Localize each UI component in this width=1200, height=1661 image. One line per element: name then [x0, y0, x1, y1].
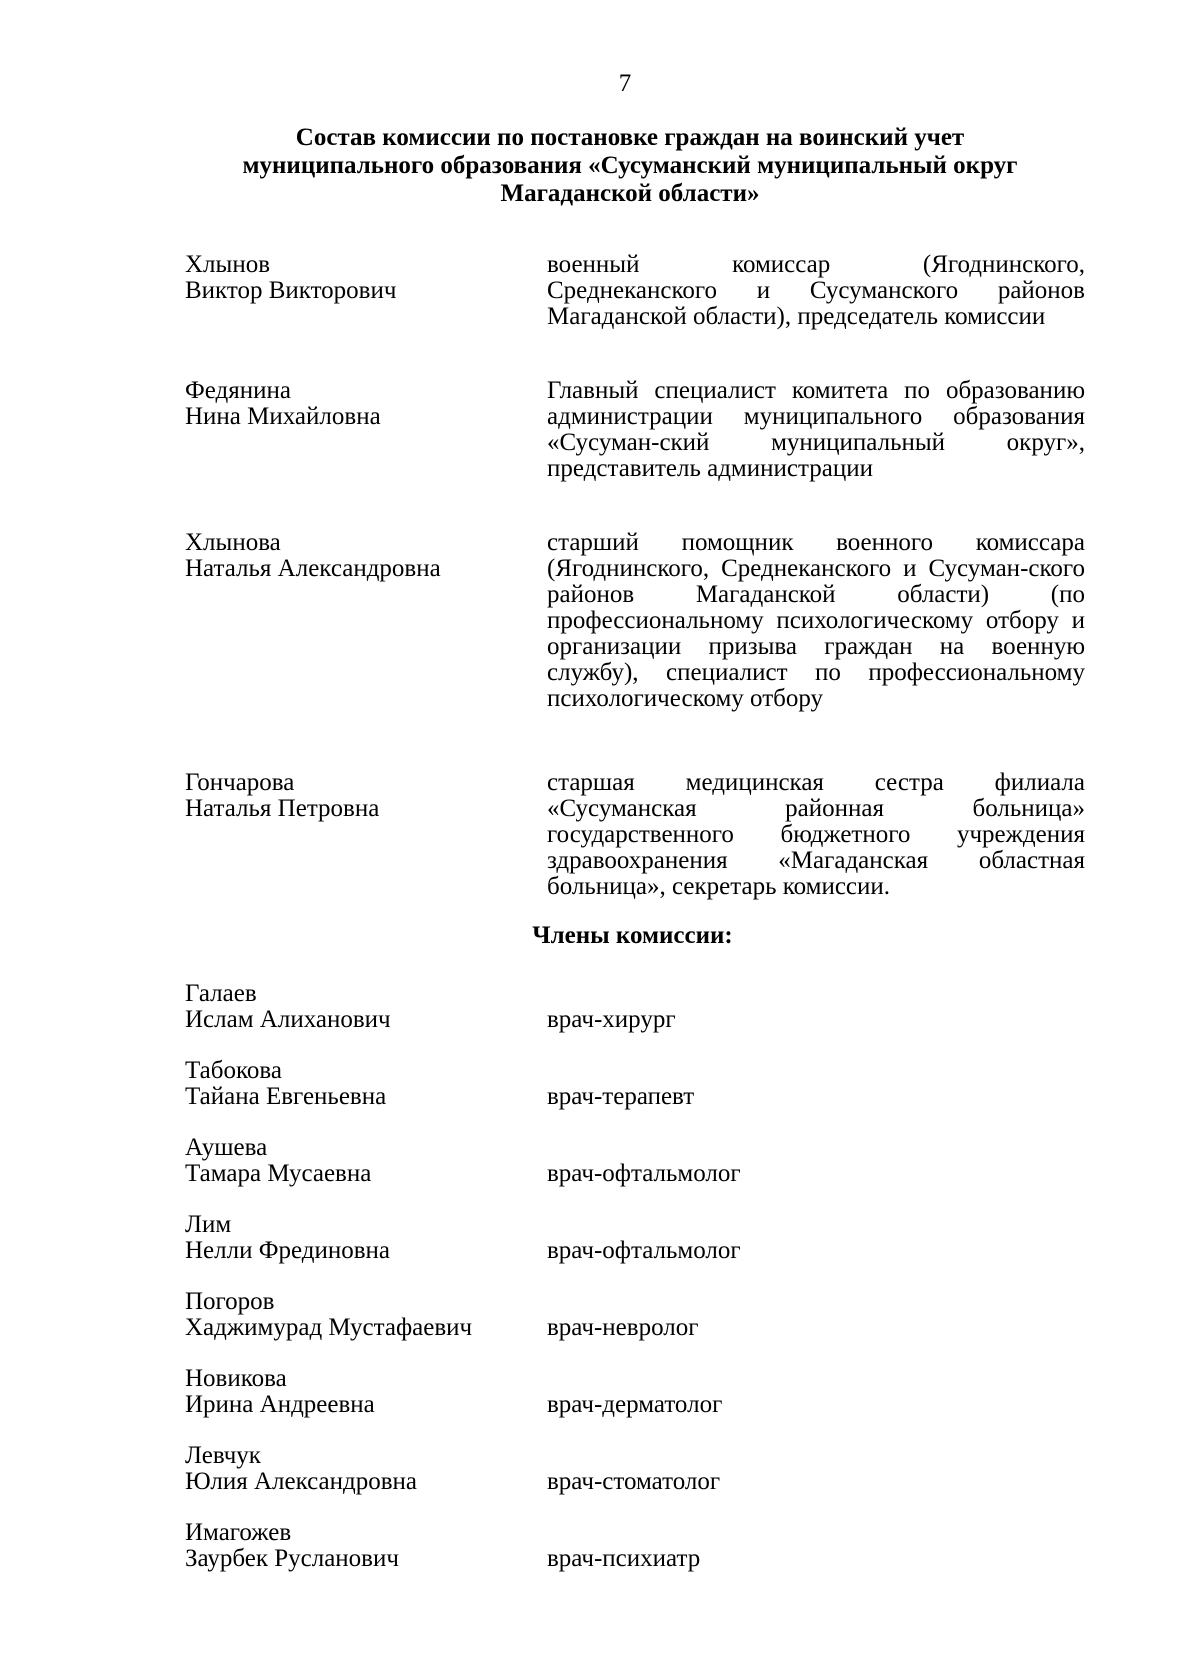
- member-surname: Левчук: [185, 1442, 261, 1469]
- member-surname: Лим: [185, 1211, 232, 1238]
- member-role: врач-офтальмолог: [547, 1160, 741, 1187]
- person-role: старший помощник военного комиссара (Ягоднинского, Среднеканского и Сусуман-ского районов Магаданской области) (по профессиональному психологическому отбору и организации призыва граждан на военную службу), специалист по профессиональному психологическому отбору: [547, 529, 1085, 712]
- document-title: [170, 124, 1090, 208]
- person-first-names: Виктор Викторович: [185, 277, 397, 304]
- member-first-names: Ислам Алиханович: [185, 1006, 391, 1033]
- member-first-names: Тамара Мусаевна: [185, 1160, 372, 1187]
- member-role: врач-дерматолог: [547, 1391, 723, 1418]
- title-line-3: Магаданской области»: [500, 180, 760, 207]
- person-role: старшая медицинская сестра филиала «Сусуманская районная больница» государственного бюджетного учреждения здравоохранения «Магаданская областная больница», секретарь комиссии.: [547, 769, 1085, 900]
- member-first-names: Хаджимурад Мустафаевич: [185, 1314, 473, 1341]
- member-entry: [185, 1443, 1085, 1513]
- person-surname: Федянина: [185, 377, 291, 404]
- member-entry: [185, 981, 1085, 1051]
- person-name: [185, 378, 525, 430]
- member-entry: [185, 1058, 1085, 1128]
- member-role: врач-терапевт: [547, 1083, 695, 1110]
- person-name: [185, 252, 525, 304]
- member-first-names: Юлия Александровна: [185, 1468, 417, 1495]
- member-role: врач-офтальмолог: [547, 1237, 741, 1264]
- member-entry: [185, 1520, 1085, 1590]
- member-entry: [185, 1135, 1085, 1205]
- person-role: Главный специалист комитета по образованию администрации муниципального образования «Сусуман-ский муниципальный округ», представитель администрации: [547, 377, 1085, 482]
- person-surname: Гончарова: [185, 769, 295, 796]
- member-first-names: Нелли Фрединовна: [185, 1237, 391, 1264]
- member-first-names: Ирина Андреевна: [185, 1391, 375, 1418]
- member-surname: Новикова: [185, 1365, 287, 1392]
- member-first-names: Заурбек Русланович: [185, 1545, 399, 1572]
- person-first-names: Наталья Петровна: [185, 795, 380, 822]
- member-role: врач-стоматолог: [547, 1468, 721, 1495]
- person-role: военный комиссар (Ягоднинского, Среднеканского и Сусуманского районов Магаданской области), председатель комиссии: [547, 251, 1085, 330]
- member-role: врач-психиатр: [547, 1545, 701, 1572]
- member-surname: Аушева: [185, 1134, 268, 1161]
- person-surname: Хлынов: [185, 251, 271, 278]
- person-first-names: Нина Михайловна: [185, 403, 381, 430]
- member-entry: [185, 1366, 1085, 1436]
- member-surname: Галаев: [185, 980, 257, 1007]
- title-line-2: муниципального образования «Сусуманский муниципальный округ: [242, 152, 1018, 179]
- members-heading: Члены комиссии:: [532, 922, 733, 949]
- member-entry: [185, 1289, 1085, 1359]
- member-first-names: Тайана Евгеньевна: [185, 1083, 387, 1110]
- member-surname: Имагожев: [185, 1519, 292, 1546]
- person-surname: Хлынова: [185, 529, 281, 556]
- member-surname: Табокова: [185, 1057, 282, 1084]
- member-surname: Погоров: [185, 1288, 275, 1315]
- person-first-names: Наталья Александровна: [185, 555, 441, 582]
- person-name: [185, 770, 525, 822]
- member-entry: [185, 1212, 1085, 1282]
- member-role: врач-невролог: [547, 1314, 699, 1341]
- page-number: 7: [618, 70, 632, 97]
- member-role: врач-хирург: [547, 1006, 676, 1033]
- person-name: [185, 530, 525, 582]
- title-line-1: Состав комиссии по постановке граждан на воинский учет: [295, 124, 965, 151]
